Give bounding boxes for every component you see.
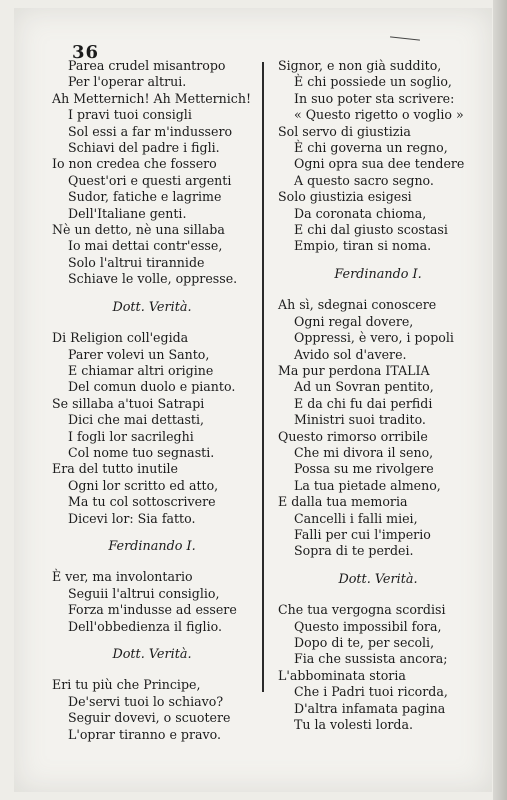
verse-line: Ogni opra sua dee tendere — [294, 156, 465, 172]
verse-line: Che mi divora il seno, — [294, 444, 434, 460]
verse-line: Eri tu più che Principe, — [52, 677, 201, 693]
verse-line: Dicevi lor: Sia fatto. — [68, 510, 196, 526]
verse-line: Solo l'altrui tirannide — [68, 254, 205, 270]
verse-block — [278, 58, 483, 255]
right-column — [278, 58, 483, 733]
verse-block — [52, 569, 252, 635]
verse-line: Possa su me rivolgere — [294, 461, 434, 477]
verse-line: Schiave le volle, oppresse. — [68, 271, 238, 287]
verse-line: E dalla tua memoria — [278, 494, 408, 510]
verse-line: Sol essi a far m'indussero — [68, 123, 233, 139]
verse-line: In suo poter sta scrivere: — [294, 90, 455, 106]
verse-line: Dopo di te, per secoli, — [294, 635, 435, 650]
verse-line: Dell'Italiane genti. — [68, 205, 187, 221]
verse-line: Dici che mai dettasti, — [68, 412, 205, 428]
speaker-heading: Ferdinando I. — [108, 538, 196, 554]
verse-line: Se sillaba a'tuoi Satrapi — [52, 395, 205, 411]
verse-line: Parea crudel misantropo — [68, 58, 226, 73]
verse-line: Per l'operar altrui. — [68, 74, 187, 90]
verse-line: Del comun duolo e pianto. — [68, 379, 236, 395]
verse-line: Di Religion coll'egida — [52, 330, 189, 346]
left-column — [52, 58, 252, 743]
verse-block — [52, 330, 252, 527]
verse-line: Ogni regal dovere, — [294, 313, 414, 329]
verse-line: Sopra di te perdei. — [294, 543, 414, 559]
verse-line: I pravi tuoi consigli — [68, 107, 192, 123]
speaker-heading: Dott. Verità. — [112, 299, 192, 315]
verse-block — [278, 297, 483, 560]
page-edge — [493, 0, 507, 800]
verse-line: È chi governa un regno, — [294, 140, 448, 156]
verse-line: Ministri suoi tradito. — [294, 412, 426, 428]
verse-line: Quest'ori e questi argenti — [68, 172, 232, 188]
verse-line: Schiavi del padre i figli. — [68, 140, 220, 156]
verse-line: Dell'obbedienza il figlio. — [68, 618, 222, 634]
verse-line: La tua pietade almeno, — [294, 477, 441, 493]
verse-line: Forza m'indusse ad essere — [68, 602, 237, 618]
verse-line: Ogni lor scritto ed atto, — [68, 477, 219, 493]
verse-line: Che i Padri tuoi ricorda, — [294, 684, 448, 700]
verse-line: I fogli lor sacrileghi — [68, 428, 194, 444]
verse-line: Falli per cui l'imperio — [294, 526, 431, 542]
verse-line: De'servi tuoi lo schiavo? — [68, 693, 224, 709]
page-number: 36 — [72, 42, 100, 63]
speaker-heading: Dott. Verità. — [112, 647, 192, 662]
verse-line: Oppressi, è vero, i popoli — [294, 330, 454, 346]
verse-line: È chi possiede un soglio, — [294, 74, 452, 90]
verse-line: L'oprar tiranno e pravo. — [68, 726, 221, 742]
verse-block — [278, 602, 483, 733]
verse-line: Questo rimorso orribile — [278, 428, 428, 444]
verse-line: L'abbominata storia — [278, 667, 406, 683]
column-divider — [262, 62, 264, 692]
verse-line: Io non credea che fossero — [52, 156, 217, 172]
verse-line: Ah sì, sdegnai conoscere — [278, 297, 437, 313]
verse-line: Sudor, fatiche e lagrime — [68, 189, 222, 205]
verse-line: Solo giustizia esigesi — [278, 189, 412, 205]
verse-line: Col nome tuo segnasti. — [68, 444, 215, 460]
verse-line: « Questo rigetto o voglio » — [294, 107, 464, 123]
verse-line: È ver, ma involontario — [52, 569, 193, 585]
verse-line: Seguii l'altrui consiglio, — [68, 585, 220, 601]
verse-line: Empio, tiran si noma. — [294, 238, 432, 254]
verse-line: D'altra infamata pagina — [294, 700, 446, 716]
speaker-heading: Dott. Verità. — [338, 571, 418, 587]
verse-line: Ad un Sovran pentito, — [294, 379, 434, 395]
verse-line: E da chi fu dai perfidi — [294, 395, 433, 411]
verse-line: Ah Metternich! Ah Metternich! — [52, 90, 252, 106]
verse-line: Era del tutto inutile — [52, 461, 178, 477]
verse-line: Che tua vergogna scordisi — [278, 602, 446, 618]
verse-line: Avido sol d'avere. — [294, 346, 407, 362]
verse-line: A questo sacro segno. — [294, 172, 434, 188]
verse-line: E chiamar altri origine — [68, 362, 214, 378]
verse-line: Nè un detto, nè una sillaba — [52, 222, 225, 238]
verse-line: Signor, e non già suddito, — [278, 58, 442, 73]
speaker-heading: Ferdinando I. — [334, 266, 422, 282]
verse-block — [52, 677, 252, 743]
verse-line: Tu la volesti lorda. — [294, 717, 413, 733]
verse-line: Ma tu col sottoscrivere — [68, 494, 216, 510]
verse-line: E chi dal giusto scostasi — [294, 222, 448, 238]
verse-line: Io mai dettai contr'esse, — [68, 238, 223, 254]
verse-line: Ma pur perdona ITALIA — [278, 362, 430, 378]
verse-line: Sol servo di giustizia — [278, 123, 411, 139]
verse-line: Fia che sussista ancora; — [294, 651, 448, 667]
verse-line: Seguir dovevi, o scuotere — [68, 710, 231, 726]
verse-line: Cancelli i falli miei, — [294, 510, 418, 526]
verse-block — [52, 58, 252, 288]
verse-line: Parer volevi un Santo, — [68, 346, 210, 362]
verse-line: Questo impossibil fora, — [294, 618, 442, 634]
verse-line: Da coronata chioma, — [294, 205, 427, 221]
